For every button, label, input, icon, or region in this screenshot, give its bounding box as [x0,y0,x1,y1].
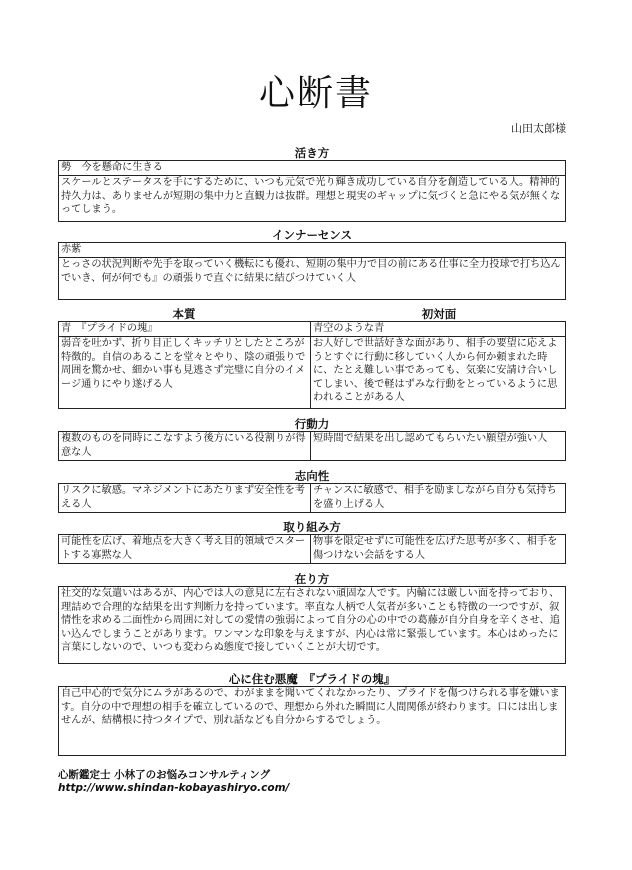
shikosei-right-text: チャンスに敏感で、相手を励ましながら自分も気持ちを盛り上げる人 [313,485,557,510]
torikumi-right [310,534,566,564]
torikumi-left [58,534,311,564]
kodoryoku-left [58,431,311,461]
honshitsu-heading: 本質 [172,307,196,321]
torikumi-heading: 取り組み方 [283,520,341,534]
website-url: http://www.shindan-kobayashiryo.com/ [58,782,290,794]
kodoryoku-right-text: 短時間で結果を出し認めてもらいたい願望が強い人 [313,433,548,444]
arikata-heading: 在り方 [294,572,330,586]
ikikata-heading: 活き方 [294,146,330,160]
consultant-line: 心断鑑定士 小林了のお悩みコンサルティング [58,769,271,781]
inner-heading: インナーセンス [272,228,352,242]
torikumi-left-text: 可能性を広げ、着地点を大きく考え目的領域でスタートする寡黙な人 [61,536,306,561]
honshitsu-subtitle: 青 『プライドの塊』 [59,322,310,337]
arikata-box [58,586,566,664]
honshitsu-box [58,321,311,409]
shikosei-left [58,483,311,513]
recipient-name: 山田太郎様 [511,122,566,135]
inner-body: とっさの状況判断や先手を取っていく機転にも優れ、短期の集中力で目の前にある仕事に全力投球で打ち込んでいき、何が何でも』の頑張りで直ぐに結果に結びつけていく人 [61,259,561,284]
shotaimen-heading: 初対面 [421,307,457,321]
torikumi-right-text: 物事を限定せずに可能性を広げた思考が多く、相手を傷つけない会話をする人 [313,536,558,561]
kodoryoku-heading: 行動力 [294,417,330,431]
shikosei-left-text: リスクに敏感。マネジメントにあたりまず安全性を考える人 [61,485,305,510]
ikikata-subtitle: 勢 今を懸命に生きる [59,161,565,176]
arikata-body: 社交的な気遣いはあるが、内心では人の意見に左右されない頑固な人です。内輪には厳しい面を持っており、理詰めで合理的な結果を出す判断力を持っています。率直な人柄で人気者が多いことも特徴の一つですが、叙情性を求める二面性から周囲に対しての愛情の強弱によって自分の心の中での葛藤が自分自身を辛くさせ、追い込んでしまうことがあります。ワンマンな印象を与えますが、内心は常に緊張しています。本心はめったに言葉にしないので、いつも変わらぬ態度で接していくことが大切です。 [61,588,560,653]
page-title: 心断書 [258,73,373,114]
inner-box [58,242,566,300]
ikikata-box [58,160,566,222]
akuma-body: 自己中心的で気分にムラがあるので、わがままを聞いてくれなかったり、プライドを傷つけられる事を嫌います。自分の中で理想の相手を確立しているので、理想から外れた瞬間に人間関係が終わります。口には出しませんが、結構根に持つタイプで、別れ話なども自分からするでしょう。 [61,688,560,726]
shotaimen-box [310,321,566,409]
shikosei-right [310,483,566,513]
akuma-box [58,686,566,756]
honshitsu-body: 弱音を吐かず、折り目正しくキッチリとしたところが特徴的。自信のあることを堂々とやり、陰の頑張りで周囲を驚かせ、細かい事も見逃さず完璧に自分のイメージ通りにやり遂げる人 [61,338,306,390]
inner-subtitle: 赤紫 [59,243,565,258]
shotaimen-body: お人好しで世話好きな面があり、相手の要望に応えようとすぐに行動に移していく人から何か頼まれた時に、たとえ難しい事であっても、気楽に安請け合いしてしまい、後で軽はずみな行動をとっているように思われることがある人 [313,338,558,403]
shikosei-heading: 志向性 [294,469,330,483]
shotaimen-subtitle: 青空のような青 [311,322,565,337]
akuma-heading: 心に住む悪魔 『プライドの塊』 [228,672,396,686]
ikikata-body: スケールとステータスを手にするために、いつも元気で光り輝き成功している自分を創造している人。精神的持久力は、ありませんが短期の集中力と直観力は抜群。理想と現実のギャップに気づくと急にやる気が無くなってしまう。 [61,177,561,215]
kodoryoku-right [310,431,566,461]
kodoryoku-left-text: 複数のものを同時にこなすよう後方にいる役割りが得意な人 [61,433,306,458]
